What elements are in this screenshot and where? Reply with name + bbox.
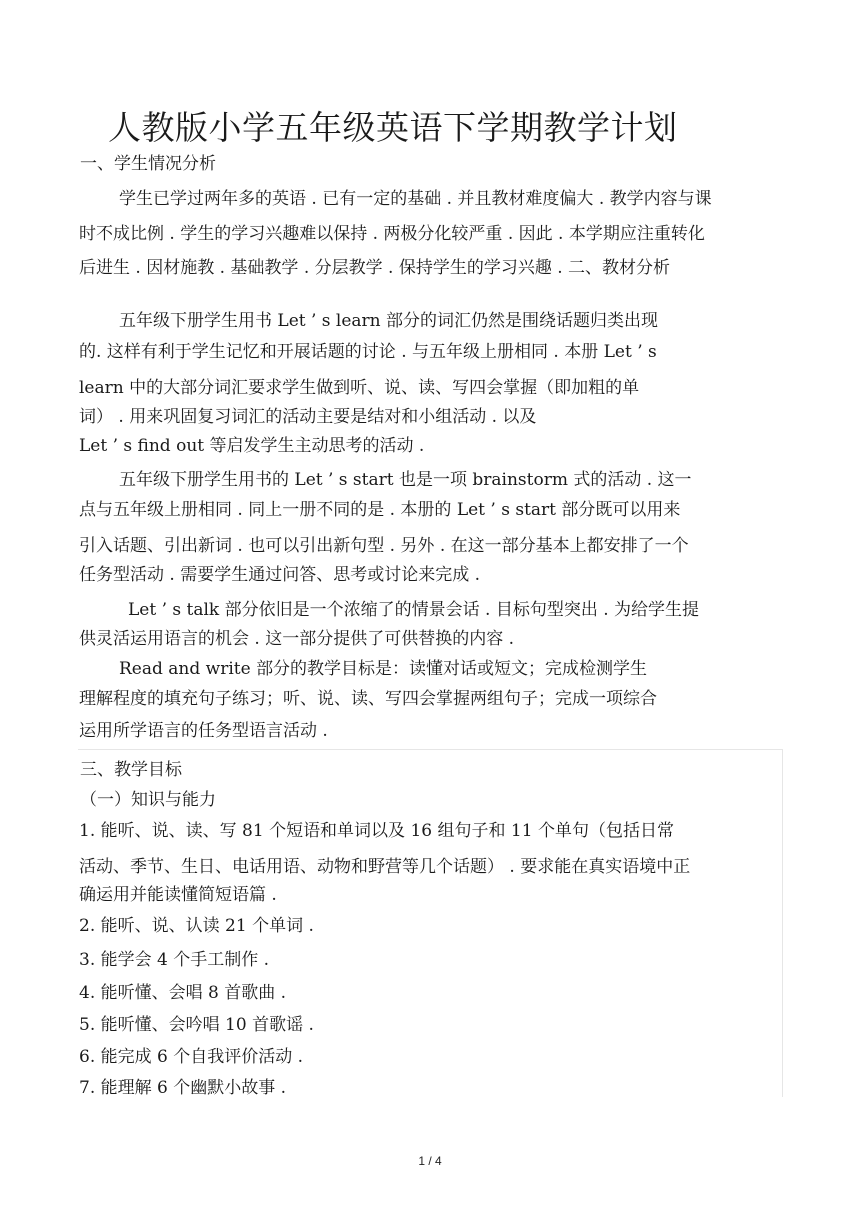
list-item: 4. 能听懂、会唱 8 首歌曲 . <box>79 983 287 1003</box>
paragraph-line: 供灵活运用语言的机会 . 这一部分提供了可供替换的内容 . <box>79 629 515 649</box>
list-item: 2. 能听、说、认读 21 个单词 . <box>79 916 314 936</box>
section-heading-teaching-goals: 三、教学目标 <box>80 760 182 780</box>
paragraph-line: 引入话题、引出新词 . 也可以引出新句型 . 另外 . 在这一部分基本上都安排了一个 <box>79 536 689 556</box>
paragraph-line: 任务型活动 . 需要学生通过问答、思考或讨论来完成 . <box>79 565 481 585</box>
subsection-heading-knowledge: （一）知识与能力 <box>80 790 216 810</box>
page-number: 1 / 4 <box>418 1154 442 1168</box>
paragraph-line: 时不成比例 . 学生的学习兴趣难以保持 . 两极分化较严重 . 因此 . 本学期应注重转化 <box>79 224 705 244</box>
paragraph-line: 学生已学过两年多的英语 . 已有一定的基础 . 并且教材难度偏大 . 教学内容与课 <box>119 189 712 209</box>
paragraph-line: 理解程度的填充句子练习；听、说、读、写四会掌握两组句子；完成一项综合 <box>79 689 657 709</box>
list-item: 1. 能听、说、读、写 81 个短语和单词以及 16 组句子和 11 个单句（包括日常 <box>79 821 674 841</box>
list-item: 3. 能学会 4 个手工制作 . <box>79 950 270 970</box>
paragraph-line: Let ’ s talk 部分依旧是一个浓缩了的情景会话 . 目标句型突出 . 为给学生提 <box>128 600 700 620</box>
paragraph-line: Read and write 部分的教学目标是：读懂对话或短文；完成检测学生 <box>119 659 648 679</box>
list-item: 5. 能听懂、会吟唱 10 首歌谣 . <box>79 1015 314 1035</box>
list-item-continuation: 活动、季节、生日、电话用语、动物和野营等几个话题） . 要求能在真实语境中正 <box>79 857 691 877</box>
paragraph-line: 五年级下册学生用书 Let ’ s learn 部分的词汇仍然是围绕话题归类出现 <box>119 311 659 331</box>
section-divider <box>78 749 783 750</box>
section-right-rule <box>782 749 783 1097</box>
list-item: 6. 能完成 6 个自我评价活动 . <box>79 1047 304 1067</box>
paragraph-line: learn 中的大部分词汇要求学生做到听、说、读、写四会掌握（即加粗的单 <box>79 378 640 398</box>
paragraph-line: 的. 这样有利于学生记忆和开展话题的讨论 . 与五年级上册相同 . 本册 Let ’ s <box>79 342 657 362</box>
paragraph-line: 后进生 . 因材施教 . 基础教学 . 分层教学 . 保持学生的学习兴趣 . 二、教材分析 <box>79 258 671 278</box>
list-item-continuation: 确运用并能读懂简短语篇 . <box>79 885 277 905</box>
document-title: 人教版小学五年级英语下学期教学计划 <box>108 108 678 147</box>
paragraph-line: 词） . 用来巩固复习词汇的活动主要是结对和小组活动 . 以及 <box>79 407 537 427</box>
list-item: 7. 能理解 6 个幽默小故事 . <box>79 1078 287 1098</box>
paragraph-line: 五年级下册学生用书的 Let ’ s start 也是一项 brainstorm 式的活动 . 这一 <box>119 470 692 490</box>
paragraph-line: 点与五年级上册相同 . 同上一册不同的是 . 本册的 Let ’ s start 部分既可以用来 <box>79 500 681 520</box>
section-heading-student-analysis: 一、学生情况分析 <box>80 154 216 174</box>
paragraph-line: 运用所学语言的任务型语言活动 . <box>79 721 328 741</box>
paragraph-line: Let ’ s find out 等启发学生主动思考的活动 . <box>79 436 425 456</box>
